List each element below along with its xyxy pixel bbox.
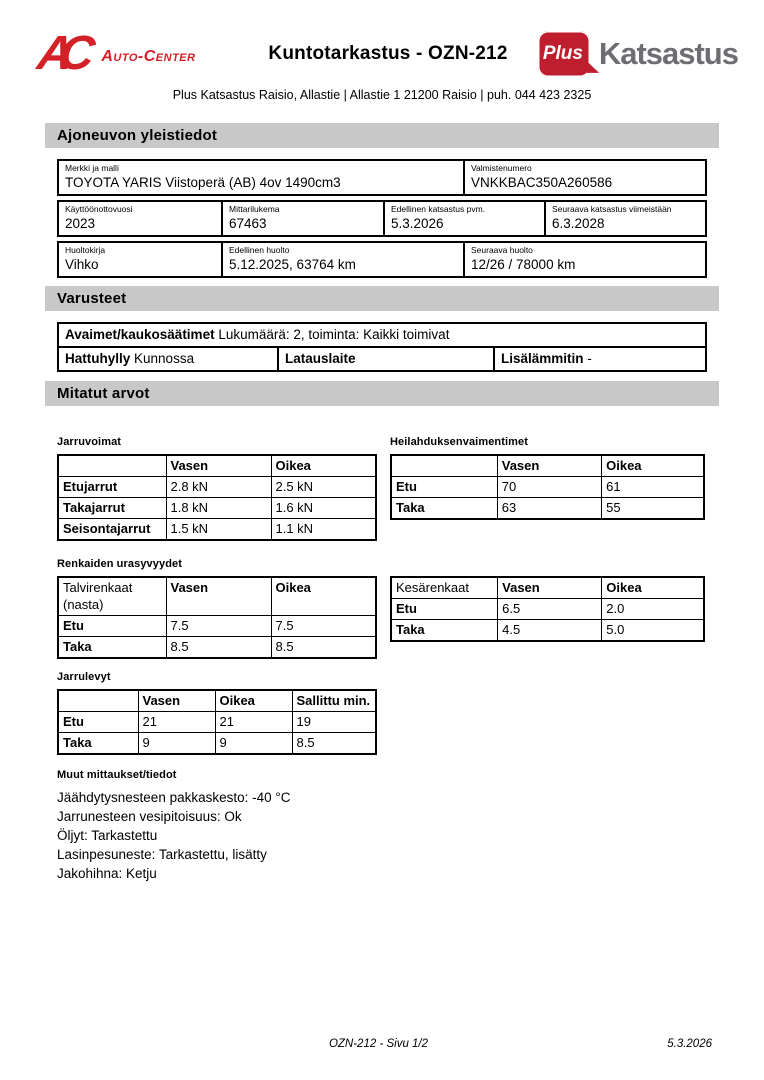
value-cell: 63	[497, 498, 601, 520]
value-cell: 4.5	[498, 620, 602, 642]
field-label: Avaimet/kaukosäätimet	[65, 327, 215, 342]
value-cell: 8.5	[166, 637, 271, 659]
table-row	[59, 346, 705, 370]
field-label: Lisälämmitin	[501, 351, 584, 366]
table-row	[59, 324, 705, 346]
field-value: -	[587, 351, 592, 366]
field-value: 5.3.2026	[391, 216, 444, 231]
measurement-line: Jäähdytysnesteen pakkaskesto: -40 °C	[57, 790, 291, 805]
value-cell: 6.5	[498, 599, 602, 620]
field-label: Edellinen huolto	[229, 245, 290, 255]
field-value: 6.3.2028	[552, 216, 605, 231]
brake-discs-table	[57, 689, 377, 755]
field-value: Kunnossa	[134, 351, 195, 366]
row-label: Etu	[391, 599, 498, 620]
table-header-row	[58, 577, 376, 616]
auto-center-logo	[34, 27, 238, 80]
field-label: Käyttöönottovuosi	[65, 204, 133, 214]
table-row	[58, 733, 376, 755]
field-label: Edellinen katsastus pvm.	[391, 204, 486, 214]
row-label: Taka	[391, 620, 498, 642]
value-cell: 8.5	[292, 733, 376, 755]
footer-date: 5.3.2026	[667, 1038, 712, 1050]
table-row	[57, 241, 707, 278]
table-row	[57, 159, 707, 196]
field-value: TOYOTA YARIS Viistoperä (AB) 4ov 1490cm3	[65, 175, 341, 190]
value-cell: 7.5	[271, 616, 376, 637]
table-header-row	[391, 577, 704, 599]
value-cell: 21	[138, 712, 215, 733]
column-header-left: Vasen	[138, 690, 215, 712]
row-label: Etu	[58, 712, 138, 733]
brake-forces-table	[57, 454, 377, 541]
cell-make-model	[59, 161, 463, 194]
plus-katsastus-logo	[538, 31, 738, 77]
corner-cell: Talvirenkaat (nasta)	[58, 577, 166, 616]
document-header	[0, 0, 764, 78]
corner-cell	[58, 690, 138, 712]
value-cell: 9	[215, 733, 292, 755]
value-cell: 8.5	[271, 637, 376, 659]
corner-cell	[391, 455, 497, 477]
row-label: Takajarrut	[58, 498, 166, 519]
measurement-line: Jarrunesteen vesipitoisuus: Ok	[57, 809, 242, 824]
row-label: Etu	[58, 616, 166, 637]
brake-discs-title: Jarrulevyt	[57, 671, 111, 683]
value-cell: 1.8 kN	[166, 498, 271, 519]
column-header-left: Vasen	[166, 577, 271, 616]
footer-page-number: OZN-212 - Sivu 1/2	[328, 1038, 429, 1050]
measurement-line: Öljyt: Tarkastettu	[57, 828, 158, 843]
cell-next-service	[463, 243, 705, 276]
field-value: 5.12.2025, 63764 km	[229, 257, 356, 272]
field-value: 2023	[65, 216, 96, 231]
cell-next-inspection	[544, 202, 705, 235]
section-title-measured: Mitatut arvot	[57, 385, 150, 402]
cell-first-registration-year	[59, 202, 221, 235]
corner-cell	[58, 455, 166, 477]
measured-values-area	[57, 406, 719, 883]
cell-odometer	[221, 202, 383, 235]
measurement-line: Jakohihna: Ketju	[57, 866, 157, 881]
table-row	[58, 519, 376, 541]
table-row	[58, 616, 376, 637]
value-cell: 1.1 kN	[271, 519, 376, 541]
shock-absorbers-title: Heilahduksenvaimentimet	[390, 436, 529, 448]
value-cell: 70	[497, 477, 601, 498]
value-cell: 7.5	[166, 616, 271, 637]
value-cell: 2.5 kN	[271, 477, 376, 498]
table-row	[391, 620, 704, 642]
value-cell: 55	[602, 498, 704, 520]
table-row	[391, 599, 704, 620]
row-label: Etujarrut	[58, 477, 166, 498]
column-header-right: Oikea	[602, 455, 704, 477]
table-row	[58, 498, 376, 519]
field-value: Vihko	[65, 257, 99, 272]
field-label: Mittarilukema	[229, 204, 280, 214]
table-row	[58, 477, 376, 498]
value-cell: 5.0	[602, 620, 704, 642]
section-header-measured	[45, 381, 719, 406]
cell-keys-remotes	[59, 324, 705, 346]
cell-auxiliary-heater	[493, 348, 705, 370]
cell-service-book	[59, 243, 221, 276]
column-header-left: Vasen	[498, 577, 602, 599]
field-label: Merkki ja malli	[65, 163, 119, 173]
summer-tires-table	[390, 576, 705, 642]
other-measurements-title: Muut mittaukset/tiedot	[57, 769, 177, 781]
column-header-right: Oikea	[271, 577, 376, 616]
value-cell: 1.6 kN	[271, 498, 376, 519]
field-label: Valmistenumero	[471, 163, 532, 173]
row-label: Taka	[58, 637, 166, 659]
winter-tires-table	[57, 576, 377, 659]
column-header-left: Vasen	[166, 455, 271, 477]
plus-badge-icon	[538, 31, 590, 77]
field-value: 67463	[229, 216, 267, 231]
value-cell: 2.0	[602, 599, 704, 620]
shock-absorbers-table	[390, 454, 705, 520]
other-measurements-list	[57, 788, 719, 883]
document-footer	[45, 1038, 712, 1050]
field-label: Latauslaite	[285, 351, 356, 366]
katsastus-logo-text: Katsastus	[598, 36, 738, 71]
cell-previous-service	[221, 243, 463, 276]
field-label: Hattuhylly	[65, 351, 131, 366]
value-cell: 1.5 kN	[166, 519, 271, 541]
page-title: Kuntotarkastus - OZN-212	[268, 43, 508, 64]
field-label: Seuraava katsastus viimeistään	[552, 204, 672, 214]
table-row	[57, 200, 707, 237]
general-info-table	[57, 159, 707, 278]
column-header-right: Oikea	[602, 577, 704, 599]
column-header-min: Sallittu min.	[292, 690, 376, 712]
section-title-equipment: Varusteet	[57, 290, 127, 307]
section-header-equipment	[45, 286, 719, 311]
cell-parcel-shelf	[59, 348, 277, 370]
column-header-left: Vasen	[497, 455, 601, 477]
row-label: Seisontajarrut	[58, 519, 166, 541]
field-label: Huoltokirja	[65, 245, 106, 255]
table-row	[391, 498, 704, 520]
column-header-right: Oikea	[215, 690, 292, 712]
table-row	[391, 477, 704, 498]
brake-forces-title: Jarruvoimat	[57, 436, 122, 448]
measurement-line: Lasinpesuneste: Tarkastettu, lisätty	[57, 847, 267, 862]
field-label: Seuraava huolto	[471, 245, 533, 255]
cell-vin	[463, 161, 705, 194]
table-header-row	[391, 455, 704, 477]
auto-center-monogram-icon: AC	[34, 27, 86, 80]
section-title-general: Ajoneuvon yleistiedot	[57, 127, 218, 144]
row-label: Taka	[58, 733, 138, 755]
value-cell: 2.8 kN	[166, 477, 271, 498]
row-label: Taka	[391, 498, 497, 520]
field-value: Lukumäärä: 2, toiminta: Kaikki toimivat	[218, 327, 450, 342]
cell-previous-inspection	[383, 202, 544, 235]
section-header-general	[45, 123, 719, 148]
value-cell: 19	[292, 712, 376, 733]
value-cell: 21	[215, 712, 292, 733]
row-label: Etu	[391, 477, 497, 498]
tires-row	[57, 570, 719, 659]
plus-badge-text: Plus	[542, 43, 583, 64]
cell-charger	[277, 348, 493, 370]
station-address-line: Plus Katsastus Raisio, Allastie | Allastie 1 21200 Raisio | puh. 044 423 2325	[172, 88, 592, 102]
tire-depths-title: Renkaiden urasyvyydet	[57, 558, 182, 570]
plus-badge-tail-icon	[582, 60, 601, 76]
table-row	[58, 712, 376, 733]
field-value: 12/26 / 78000 km	[471, 257, 576, 272]
value-cell: 9	[138, 733, 215, 755]
equipment-table	[57, 322, 707, 372]
table-header-row	[58, 690, 376, 712]
table-row	[58, 637, 376, 659]
field-value: VNKKBAC350A260586	[471, 175, 613, 190]
brakes-shocks-row	[57, 406, 719, 541]
auto-center-logo-text: Auto-Center	[101, 48, 196, 65]
corner-cell: Kesärenkaat	[391, 577, 498, 599]
value-cell: 61	[602, 477, 704, 498]
column-header-right: Oikea	[271, 455, 376, 477]
table-header-row	[58, 455, 376, 477]
